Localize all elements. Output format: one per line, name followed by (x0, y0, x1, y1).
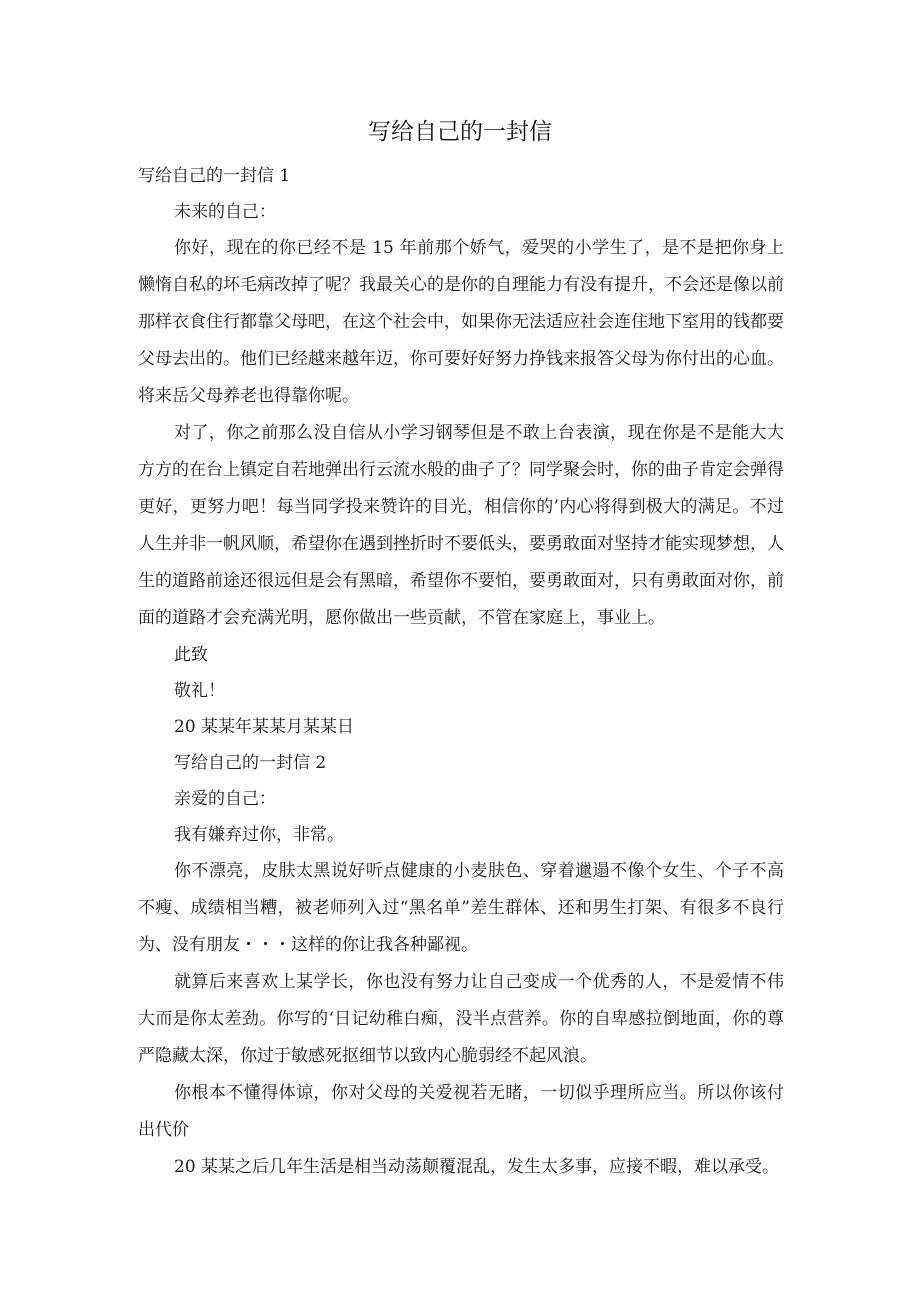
document-title: 写给自己的一封信 (368, 119, 552, 145)
document-body (138, 158, 784, 1186)
letter2-salutation: 亲爱的自己： (174, 789, 276, 809)
letter2-paragraph: 就算后来喜欢上某学长，你也没有努力让自己变成一个优秀的人，不是爱情不伟大而是你太差劲。你写的‘日记幼稚白痴，没半点营养。你的自卑感拉倒地面，你的尊严隐藏太深，你过于敏感死抠细节以致内心脆弱经不起风浪。 (138, 972, 784, 1066)
letter1-closing: 敬礼！ (174, 681, 225, 701)
letter1-heading: 写给自己的一封信 1 (138, 166, 291, 186)
letter1-paragraph: 你好，现在的你已经不是 15 年前那个娇气，爱哭的小学生了，是不是把你身上懒惰自私的坏毛病改掉了呢？我最关心的是你的自理能力有没有提升，不会还是像以前那样衣食住行都靠父母吧，在这个社会中，如果你无法适应社会连住地下室用的钱都要父母去出的。他们已经越来越年迈，你可要好好努力挣钱来报答父母为你付出的心血。将来岳父母养老也得靠你呢。 (138, 238, 784, 406)
letter2-paragraph: 你根本不懂得体谅，你对父母的关爱视若无睹，一切似乎理所应当。所以你该付出代价 (138, 1083, 784, 1140)
letter2-line: 我有嫌弃过你，非常。 (174, 825, 344, 845)
letter1-date: 20 某某年某某月某某日 (174, 717, 355, 737)
letter2-paragraph: 20 某某之后几年生活是相当动荡颠覆混乱，发生太多事，应接不暇，难以承受。 (174, 1157, 780, 1177)
letter2-paragraph: 你不漂亮，皮肤太黑说好听点健康的小麦肤色、穿着邋遢不像个女生、个子不高不瘦、成绩相当糟，被老师列入过“黑名单”差生群体、还和男生打架、有很多不良行为、没有朋友・・・这样的你让我各种鄙视。 (138, 861, 784, 955)
letter1-paragraph: 对了，你之前那么没自信从小学习钢琴但是不敢上台表演，现在你是不是能大大方方的在台上镇定自若地弹出行云流水般的曲子了？同学聚会时，你的曲子肯定会弹得更好，更努力吧！每当同学投来赞许的目光，相信你的’内心将得到极大的满足。不过人生并非一帆风顺，希望你在遇到挫折时不要低头，要勇敢面对坚持才能实现梦想，人生的道路前途还很远但是会有黑暗，希望你不要怕，要勇敢面对，只有勇敢面对你，前面的道路才会充满光明，愿你做出一些贡献，不管在家庭上，事业上。 (138, 423, 784, 628)
letter1-closing: 此致 (174, 645, 208, 665)
letter1-salutation: 未来的自己： (174, 202, 276, 222)
letter2-heading: 写给自己的一封信 2 (174, 753, 327, 773)
